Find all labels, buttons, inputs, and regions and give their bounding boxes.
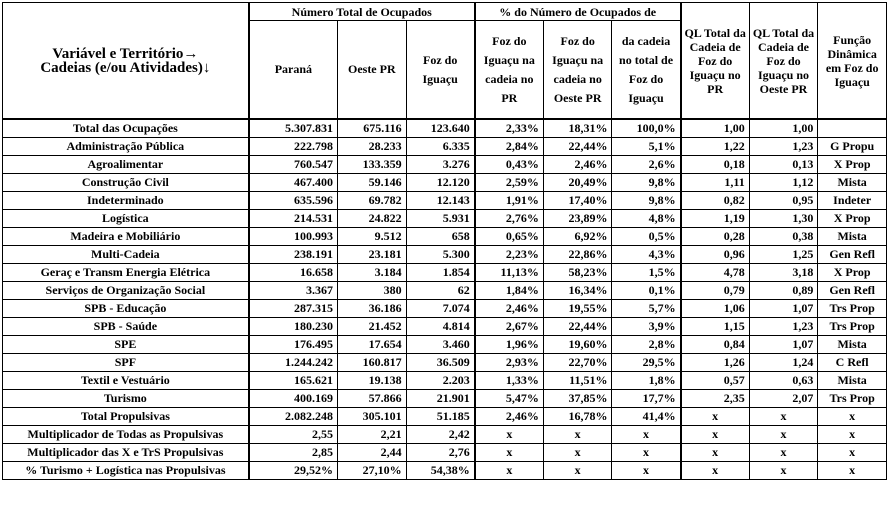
cell-ql-pr: 1,19 (681, 210, 750, 228)
cell-ql-pr: x (681, 408, 750, 426)
cell-parana: 635.596 (249, 192, 338, 210)
cell-foz: 3.276 (406, 156, 475, 174)
cell-oeste: 133.359 (338, 156, 407, 174)
cell-ql-pr: 1,15 (681, 318, 750, 336)
cell-foz: 4.814 (406, 318, 475, 336)
cell-ql-pr: x (681, 462, 750, 480)
cell-pct-pr: 0,65% (475, 228, 544, 246)
cell-pct-total: 0,5% (612, 228, 681, 246)
cell-oeste: 36.186 (338, 300, 407, 318)
cell-foz: 658 (406, 228, 475, 246)
cell-pct-oeste: 2,46% (543, 156, 612, 174)
cell-funcao: Mista (818, 336, 887, 354)
cell-pct-pr: x (475, 426, 544, 444)
group-header-pct: % do Número de Ocupados de (475, 3, 681, 21)
cell-ql-oeste: x (749, 426, 818, 444)
cell-parana: 2,55 (249, 426, 338, 444)
cell-oeste: 69.782 (338, 192, 407, 210)
row-name: Construção Civil (3, 174, 249, 192)
cell-oeste: 160.817 (338, 354, 407, 372)
data-table (2, 2, 887, 480)
cell-foz: 2,76 (406, 444, 475, 462)
table-body (3, 119, 887, 480)
cell-ql-pr: 1,00 (681, 119, 750, 138)
cell-ql-pr: 0,28 (681, 228, 750, 246)
cell-funcao: x (818, 444, 887, 462)
cell-parana: 5.307.831 (249, 119, 338, 138)
cell-pct-pr: 2,67% (475, 318, 544, 336)
cell-pct-oeste: 20,49% (543, 174, 612, 192)
cell-oeste: 23.181 (338, 246, 407, 264)
cell-funcao: Gen Refl (818, 246, 887, 264)
cell-funcao: x (818, 408, 887, 426)
col-header-pct-oeste: Foz do Iguaçu na cadeia no Oeste PR (543, 21, 612, 120)
cell-parana: 165.621 (249, 372, 338, 390)
cell-pct-oeste: 37,85% (543, 390, 612, 408)
cell-pct-total: x (612, 426, 681, 444)
cell-pct-total: 5,1% (612, 138, 681, 156)
cell-foz: 51.185 (406, 408, 475, 426)
cell-funcao: Mista (818, 174, 887, 192)
cell-ql-oeste: x (749, 462, 818, 480)
cell-parana: 29,52% (249, 462, 338, 480)
cell-ql-oeste: 0,95 (749, 192, 818, 210)
cell-pct-oeste: x (543, 426, 612, 444)
cell-oeste: 17.654 (338, 336, 407, 354)
table-row (3, 390, 887, 408)
cell-ql-oeste: 0,38 (749, 228, 818, 246)
cell-parana: 467.400 (249, 174, 338, 192)
cell-foz: 2.203 (406, 372, 475, 390)
table-row (3, 444, 887, 462)
row-name: Administração Pública (3, 138, 249, 156)
cell-ql-oeste: x (749, 444, 818, 462)
cell-funcao: Indeter (818, 192, 887, 210)
cell-foz: 36.509 (406, 354, 475, 372)
table-row (3, 138, 887, 156)
cell-pct-oeste: 19,60% (543, 336, 612, 354)
cell-pct-total: 2,6% (612, 156, 681, 174)
cell-parana: 16.658 (249, 264, 338, 282)
cell-oeste: 2,44 (338, 444, 407, 462)
cell-oeste: 19.138 (338, 372, 407, 390)
cell-funcao: x (818, 462, 887, 480)
cell-pct-pr: 2,59% (475, 174, 544, 192)
col-header-funcao: Função Dinâmica em Foz do Iguaçu (818, 3, 887, 120)
cell-funcao: C Refl (818, 354, 887, 372)
cell-foz: 7.074 (406, 300, 475, 318)
corner-line-1: Variável e Território→ (52, 45, 199, 62)
cell-parana: 2,85 (249, 444, 338, 462)
row-name: Multi-Cadeia (3, 246, 249, 264)
cell-foz: 123.640 (406, 119, 475, 138)
row-name: Turismo (3, 390, 249, 408)
cell-ql-oeste: 1,24 (749, 354, 818, 372)
table-row (3, 210, 887, 228)
cell-ql-pr: x (681, 444, 750, 462)
row-name: Total das Ocupações (3, 119, 249, 138)
cell-oeste: 59.146 (338, 174, 407, 192)
cell-pct-total: 0,1% (612, 282, 681, 300)
cell-pct-oeste: 18,31% (543, 119, 612, 138)
cell-oeste: 305.101 (338, 408, 407, 426)
cell-pct-pr: 1,96% (475, 336, 544, 354)
cell-pct-total: 29,5% (612, 354, 681, 372)
cell-pct-total: 4,8% (612, 210, 681, 228)
cell-pct-total: 4,3% (612, 246, 681, 264)
cell-ql-pr: 1,26 (681, 354, 750, 372)
cell-funcao: X Prop (818, 210, 887, 228)
cell-pct-total: 17,7% (612, 390, 681, 408)
cell-pct-total: 9,8% (612, 174, 681, 192)
cell-ql-pr: 0,84 (681, 336, 750, 354)
table-row (3, 336, 887, 354)
table-row (3, 408, 887, 426)
cell-parana: 180.230 (249, 318, 338, 336)
table-row (3, 246, 887, 264)
row-name: Agroalimentar (3, 156, 249, 174)
table-row (3, 318, 887, 336)
cell-oeste: 24.822 (338, 210, 407, 228)
cell-ql-oeste: 1,12 (749, 174, 818, 192)
cell-pct-pr: 2,76% (475, 210, 544, 228)
cell-parana: 176.495 (249, 336, 338, 354)
table-row (3, 156, 887, 174)
cell-parana: 3.367 (249, 282, 338, 300)
cell-funcao: Mista (818, 372, 887, 390)
cell-ql-oeste: 2,07 (749, 390, 818, 408)
cell-parana: 222.798 (249, 138, 338, 156)
table-row (3, 119, 887, 138)
cell-pct-oeste: 22,44% (543, 318, 612, 336)
cell-ql-oeste: 1,30 (749, 210, 818, 228)
cell-oeste: 28.233 (338, 138, 407, 156)
cell-pct-total: x (612, 462, 681, 480)
cell-ql-oeste: 1,25 (749, 246, 818, 264)
table-row (3, 462, 887, 480)
cell-funcao: Trs Prop (818, 318, 887, 336)
cell-foz: 2,42 (406, 426, 475, 444)
cell-pct-pr: 1,91% (475, 192, 544, 210)
cell-pct-total: x (612, 444, 681, 462)
cell-ql-pr: 0,79 (681, 282, 750, 300)
cell-oeste: 21.452 (338, 318, 407, 336)
row-name: Geraç e Transm Energia Elétrica (3, 264, 249, 282)
row-name: Madeira e Mobiliário (3, 228, 249, 246)
cell-pct-pr: x (475, 462, 544, 480)
table-row (3, 372, 887, 390)
cell-ql-oeste: 1,07 (749, 300, 818, 318)
col-header-pct-pr: Foz do Iguaçu na cadeia no PR (475, 21, 544, 120)
cell-pct-pr: 2,84% (475, 138, 544, 156)
cell-pct-total: 41,4% (612, 408, 681, 426)
cell-parana: 1.244.242 (249, 354, 338, 372)
cell-ql-pr: 1,06 (681, 300, 750, 318)
cell-ql-pr: 0,96 (681, 246, 750, 264)
cell-oeste: 2,21 (338, 426, 407, 444)
cell-pct-total: 100,0% (612, 119, 681, 138)
cell-pct-oeste: 16,34% (543, 282, 612, 300)
cell-ql-oeste: 1,07 (749, 336, 818, 354)
cell-pct-pr: 2,93% (475, 354, 544, 372)
cell-pct-pr: x (475, 444, 544, 462)
row-name: Total Propulsivas (3, 408, 249, 426)
cell-ql-oeste: 1,23 (749, 318, 818, 336)
cell-oeste: 3.184 (338, 264, 407, 282)
cell-parana: 760.547 (249, 156, 338, 174)
cell-foz: 3.460 (406, 336, 475, 354)
cell-ql-oeste: x (749, 408, 818, 426)
cell-parana: 400.169 (249, 390, 338, 408)
cell-pct-pr: 1,33% (475, 372, 544, 390)
row-name: Textil e Vestuário (3, 372, 249, 390)
cell-pct-total: 2,8% (612, 336, 681, 354)
cell-oeste: 380 (338, 282, 407, 300)
cell-pct-total: 1,8% (612, 372, 681, 390)
cell-ql-oeste: 3,18 (749, 264, 818, 282)
table-row (3, 282, 887, 300)
cell-oeste: 9.512 (338, 228, 407, 246)
cell-pct-pr: 11,13% (475, 264, 544, 282)
cell-pct-pr: 2,46% (475, 408, 544, 426)
cell-foz: 5.931 (406, 210, 475, 228)
col-header-pct-total: da cadeia no total de Foz do Iguaçu (612, 21, 681, 120)
cell-pct-total: 3,9% (612, 318, 681, 336)
cell-ql-pr: 1,22 (681, 138, 750, 156)
cell-ql-pr: 0,82 (681, 192, 750, 210)
row-name: % Turismo + Logística nas Propulsivas (3, 462, 249, 480)
cell-pct-pr: 0,43% (475, 156, 544, 174)
cell-pct-pr: 1,84% (475, 282, 544, 300)
cell-funcao: Trs Prop (818, 300, 887, 318)
row-name: SPF (3, 354, 249, 372)
cell-funcao (818, 119, 887, 138)
cell-pct-oeste: x (543, 444, 612, 462)
corner-line-2: Cadeias (e/ou Atividades)↓ (40, 59, 211, 76)
cell-ql-pr: 4,78 (681, 264, 750, 282)
cell-foz: 12.143 (406, 192, 475, 210)
row-name: Logística (3, 210, 249, 228)
cell-ql-pr: 0,18 (681, 156, 750, 174)
cell-funcao: Trs Prop (818, 390, 887, 408)
cell-funcao: X Prop (818, 264, 887, 282)
cell-pct-oeste: 22,44% (543, 138, 612, 156)
cell-parana: 214.531 (249, 210, 338, 228)
col-header-ql-pr: QL Total da Cadeia de Foz do Iguaçu no PR (681, 3, 750, 120)
cell-oeste: 27,10% (338, 462, 407, 480)
cell-ql-pr: 1,11 (681, 174, 750, 192)
cell-foz: 54,38% (406, 462, 475, 480)
cell-pct-total: 1,5% (612, 264, 681, 282)
row-name: Multiplicador de Todas as Propulsivas (3, 426, 249, 444)
col-header-ql-oeste: QL Total da Cadeia de Foz do Iguaçu no Oeste PR (749, 3, 818, 120)
cell-parana: 238.191 (249, 246, 338, 264)
table-row (3, 426, 887, 444)
cell-parana: 287.315 (249, 300, 338, 318)
cell-oeste: 57.866 (338, 390, 407, 408)
row-name: SPE (3, 336, 249, 354)
cell-pct-oeste: 23,89% (543, 210, 612, 228)
table-row (3, 174, 887, 192)
cell-ql-oeste: 1,23 (749, 138, 818, 156)
cell-pct-oeste: x (543, 462, 612, 480)
cell-funcao: Gen Refl (818, 282, 887, 300)
cell-foz: 62 (406, 282, 475, 300)
row-name: SPB - Saúde (3, 318, 249, 336)
cell-pct-oeste: 17,40% (543, 192, 612, 210)
cell-funcao: G Propu (818, 138, 887, 156)
cell-pct-pr: 2,33% (475, 119, 544, 138)
col-header-oeste: Oeste PR (338, 21, 407, 120)
row-name: Multiplicador das X e TrS Propulsivas (3, 444, 249, 462)
cell-foz: 21.901 (406, 390, 475, 408)
table-row (3, 354, 887, 372)
cell-pct-pr: 2,23% (475, 246, 544, 264)
cell-pct-oeste: 58,23% (543, 264, 612, 282)
cell-ql-pr: x (681, 426, 750, 444)
cell-ql-pr: 0,57 (681, 372, 750, 390)
cell-pct-total: 5,7% (612, 300, 681, 318)
cell-funcao: x (818, 426, 887, 444)
cell-pct-oeste: 16,78% (543, 408, 612, 426)
cell-pct-total: 9,8% (612, 192, 681, 210)
cell-pct-oeste: 11,51% (543, 372, 612, 390)
table-header (3, 3, 887, 120)
cell-parana: 2.082.248 (249, 408, 338, 426)
cell-foz: 5.300 (406, 246, 475, 264)
cell-pct-oeste: 6,92% (543, 228, 612, 246)
cell-parana: 100.993 (249, 228, 338, 246)
table-row (3, 192, 887, 210)
cell-foz: 1.854 (406, 264, 475, 282)
cell-pct-pr: 5,47% (475, 390, 544, 408)
cell-ql-pr: 2,35 (681, 390, 750, 408)
table-row (3, 264, 887, 282)
cell-pct-oeste: 19,55% (543, 300, 612, 318)
cell-foz: 12.120 (406, 174, 475, 192)
row-name: SPB - Educação (3, 300, 249, 318)
cell-oeste: 675.116 (338, 119, 407, 138)
col-header-parana: Paraná (249, 21, 338, 120)
cell-funcao: Mista (818, 228, 887, 246)
cell-pct-oeste: 22,86% (543, 246, 612, 264)
table-row (3, 228, 887, 246)
cell-ql-oeste: 0,63 (749, 372, 818, 390)
col-header-foz: Foz do Iguaçu (406, 21, 475, 120)
group-header-total: Número Total de Ocupados (249, 3, 475, 21)
cell-ql-oeste: 0,89 (749, 282, 818, 300)
cell-ql-oeste: 0,13 (749, 156, 818, 174)
cell-pct-pr: 2,46% (475, 300, 544, 318)
row-name: Serviços de Organização Social (3, 282, 249, 300)
row-name: Indeterminado (3, 192, 249, 210)
cell-funcao: X Prop (818, 156, 887, 174)
cell-foz: 6.335 (406, 138, 475, 156)
cell-ql-oeste: 1,00 (749, 119, 818, 138)
cell-pct-oeste: 22,70% (543, 354, 612, 372)
table-row (3, 300, 887, 318)
corner-header (3, 3, 249, 120)
